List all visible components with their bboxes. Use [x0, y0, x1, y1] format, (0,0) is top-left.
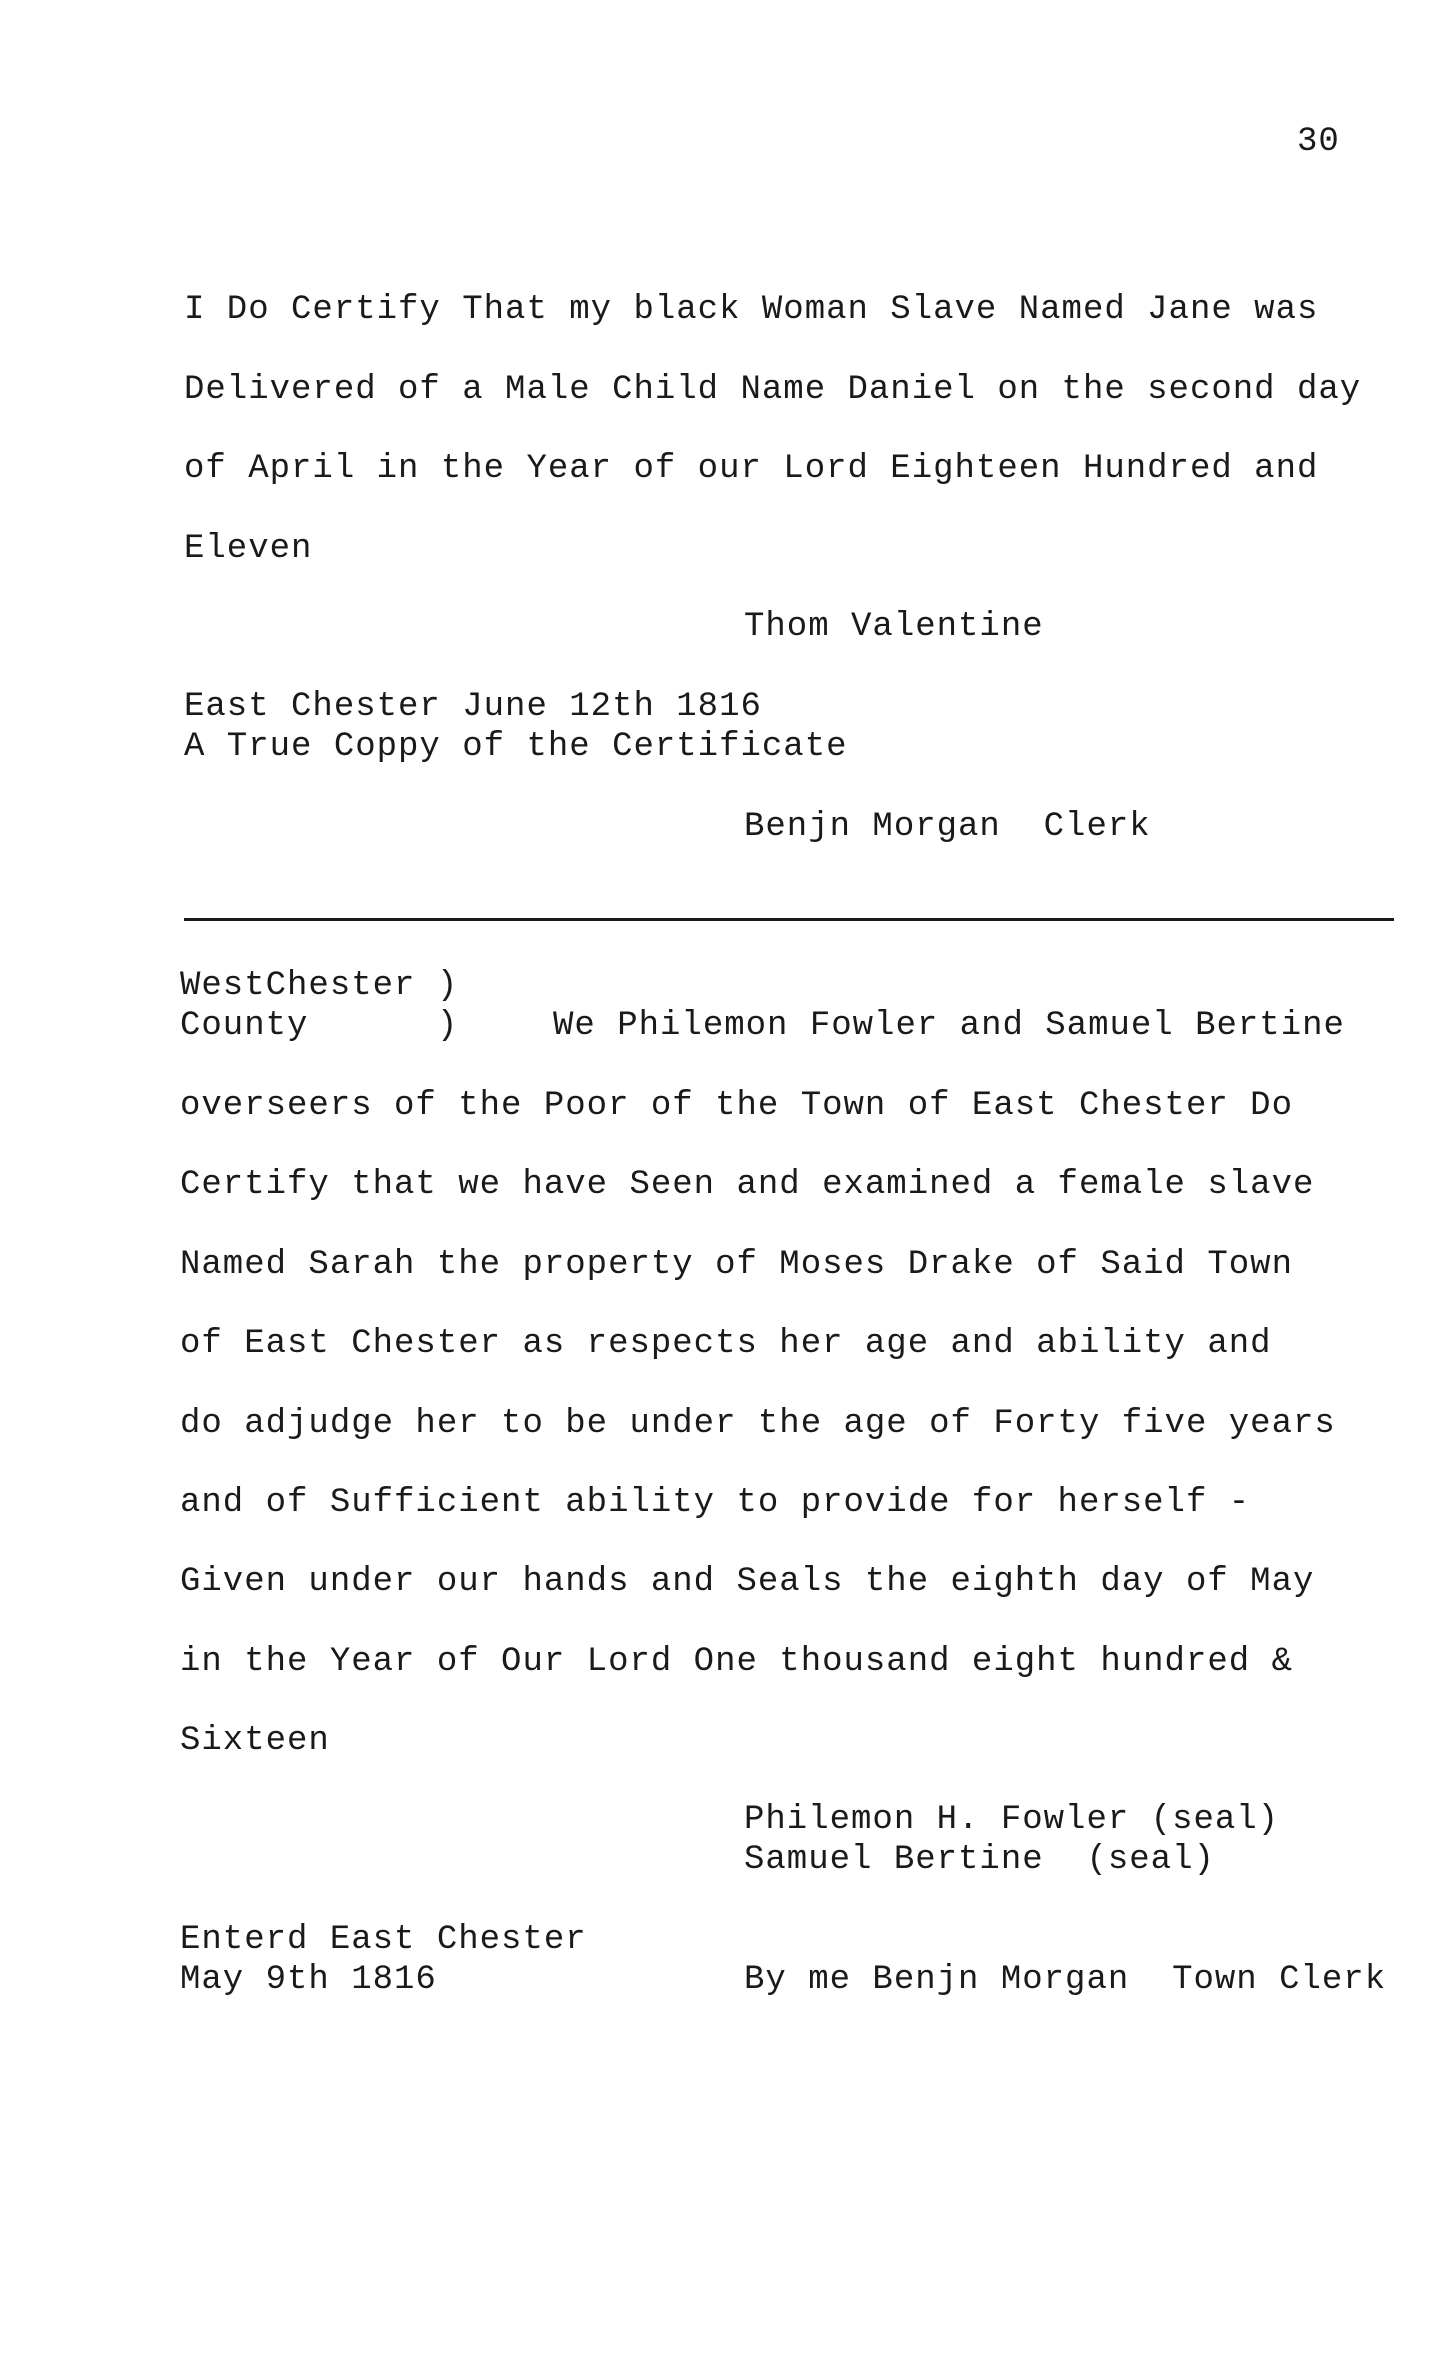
- certificate-1-line: I Do Certify That my black Woman Slave Named Jane was: [184, 291, 1319, 329]
- certificate-1-line: Eleven: [184, 530, 313, 568]
- entered-date: May 9th 1816: [180, 1961, 437, 1999]
- certificate-2-line: do adjudge her to be under the age of Forty five years: [180, 1405, 1336, 1443]
- certificate-2-opening: We Philemon Fowler and Samuel Bertine: [553, 1007, 1345, 1045]
- certificate-2-line: and of Sufficient ability to provide for herself -: [180, 1484, 1251, 1522]
- entered-location: Enterd East Chester: [180, 1921, 587, 1959]
- certificate-2-signer-1: Philemon H. Fowler (seal): [744, 1801, 1280, 1839]
- certificate-2-line: Named Sarah the property of Moses Drake of Said Town: [180, 1246, 1293, 1284]
- certificate-2-clerk-signature: By me Benjn Morgan Town Clerk: [744, 1961, 1387, 1999]
- page-number: 30: [1297, 123, 1340, 161]
- certificate-1-line: of April in the Year of our Lord Eighteen Hundred and: [184, 450, 1319, 488]
- section-divider: [184, 918, 1394, 921]
- certificate-1-clerk-signature: Benjn Morgan Clerk: [744, 808, 1151, 846]
- venue-westchester: WestChester ): [180, 967, 459, 1005]
- certificate-1-place-date: East Chester June 12th 1816: [184, 688, 762, 726]
- certificate-2-line: overseers of the Poor of the Town of East Chester Do: [180, 1087, 1293, 1125]
- venue-county: County ): [180, 1007, 459, 1045]
- certificate-1-signer: Thom Valentine: [744, 608, 1044, 646]
- certificate-2-line: Certify that we have Seen and examined a female slave: [180, 1166, 1315, 1204]
- certificate-2-line: in the Year of Our Lord One thousand eight hundred &: [180, 1643, 1293, 1681]
- certificate-2-line: of East Chester as respects her age and ability and: [180, 1325, 1272, 1363]
- certificate-1-true-copy: A True Coppy of the Certificate: [184, 728, 848, 766]
- certificate-2-signer-2: Samuel Bertine (seal): [744, 1841, 1215, 1879]
- certificate-2-line: Sixteen: [180, 1722, 330, 1760]
- certificate-2-line: Given under our hands and Seals the eighth day of May: [180, 1563, 1315, 1601]
- certificate-1-line: Delivered of a Male Child Name Daniel on the second day: [184, 371, 1362, 409]
